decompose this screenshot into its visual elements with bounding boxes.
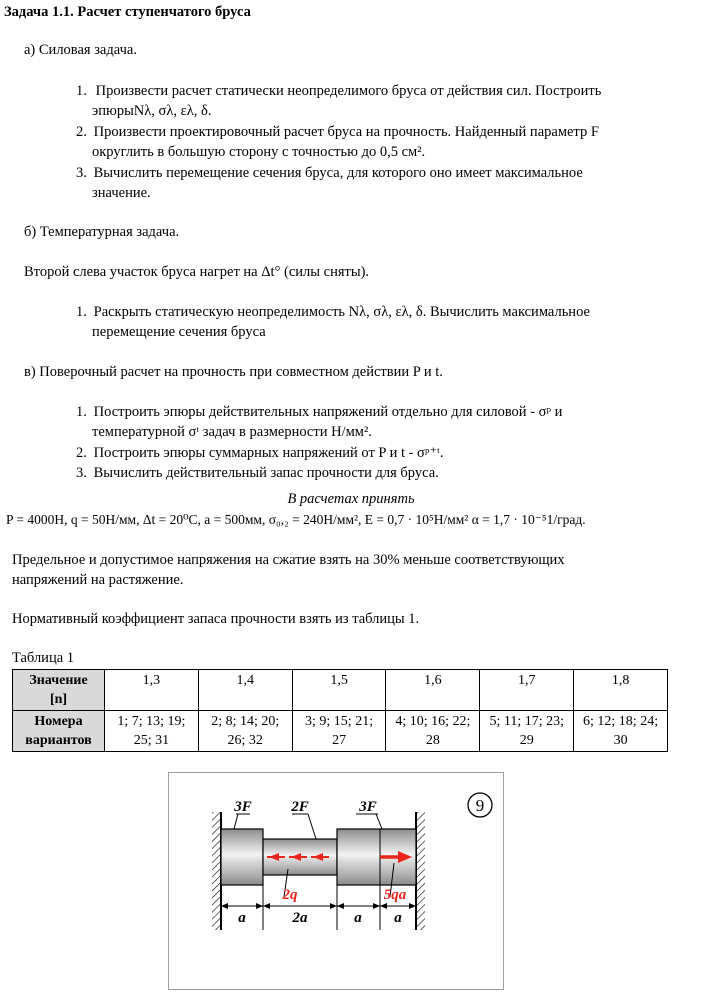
dimension-label-2a: 2a [292, 910, 308, 926]
table-caption: Таблица 1 [12, 650, 75, 666]
section-c-heading: в) Поверочный расчет на прочность при совместном действии P и t. [24, 364, 443, 380]
params-heading: В расчетах принять [287, 491, 415, 507]
svg-text:9: 9 [475, 796, 485, 815]
table-cell: 1,6 [386, 670, 480, 711]
section-a-item-2-line2: округлить в большую сторону с точностью до 0,5 см². [92, 144, 426, 160]
section-c-item-3: 3. Вычислить действительный запас прочности для бруса. [76, 465, 439, 481]
page-title: Задача 1.1. Расчет ступенчатого бруса [4, 4, 251, 20]
table-row [13, 670, 668, 711]
svg-text:2q: 2q [282, 887, 298, 903]
dimension-label-a1: a [238, 910, 246, 926]
dimension-label-a3: a [394, 910, 402, 926]
table-row [13, 711, 668, 752]
stepped-bar-figure [168, 772, 504, 990]
note-compression-line1: Предельное и допустимое напряжения на сжатие взять на 30% меньше соответствующих [12, 552, 565, 568]
table-header-value: Значение [n] [13, 670, 105, 711]
table-cell: 2; 8; 14; 20; 26; 32 [198, 711, 292, 752]
svg-text:3F: 3F [359, 799, 377, 815]
section-a-item-1-line2: эпюрыNλ, σλ, ελ, δ. [92, 103, 212, 119]
table-cell: 1,8 [574, 670, 668, 711]
bar-segment-1 [221, 829, 263, 885]
params-line: P = 4000Н, q = 50Н/мм, Δt = 20⁰C, a = 500мм, σ₀,₂ = 240Н/мм², E = 0,7 · 10⁵Н/мм² α = 1,7 · 10⁻⁵1/град. [6, 512, 586, 527]
section-b-item-1: 1. Раскрыть статическую неопределимость Nλ, σλ, ελ, δ. Вычислить максимальное [76, 304, 590, 320]
section-b-intro: Второй слева участок бруса нагрет на Δt° (силы сняты). [24, 264, 370, 280]
svg-text:2F: 2F [291, 799, 309, 815]
note-safety-factor: Нормативный коэффициент запаса прочности взять из таблицы 1. [12, 611, 420, 627]
svg-text:5qa: 5qa [383, 887, 407, 903]
table-cell: 1,7 [480, 670, 574, 711]
section-a-item-2: 2. Произвести проектировочный расчет бруса на прочность. Найденный параметр F [76, 124, 599, 140]
section-a-heading: а) Силовая задача. [24, 42, 137, 58]
table-cell: 1,3 [105, 670, 199, 711]
section-c-item-1: 1. Построить эпюры действительных напряжений отдельно для силовой - σᵖ и [76, 404, 563, 420]
section-a-item-3: 3. Вычислить перемещение сечения бруса, для которого оно имеет максимальное [76, 165, 583, 181]
section-a-item-3-line2: значение. [92, 185, 151, 201]
table-cell: 6; 12; 18; 24; 30 [574, 711, 668, 752]
table-cell: 4; 10; 16; 22; 28 [386, 711, 480, 752]
table-cell: 3; 9; 15; 21; 27 [292, 711, 386, 752]
table-cell: 5; 11; 17; 23; 29 [480, 711, 574, 752]
left-wall-support [212, 812, 221, 930]
section-b-item-1-line2: перемещение сечения бруса [92, 324, 266, 340]
note-compression-line2: напряжений на растяжение. [12, 572, 184, 588]
table-header-variants: Номера вариантов [13, 711, 105, 752]
section-b-heading: б) Температурная задача. [24, 224, 180, 240]
table-cell: 1; 7; 13; 19; 25; 31 [105, 711, 199, 752]
section-a-item-1: 1. Произвести расчет статически неопределимого бруса от действия сил. Построить [76, 83, 602, 99]
right-wall-support [416, 812, 425, 930]
variant-number-badge [468, 793, 492, 817]
section-c-item-1-line2: температурной σᵗ задач в размерности Н/мм². [92, 424, 372, 440]
safety-factor-table [12, 669, 668, 752]
dimension-label-a2: a [354, 910, 362, 926]
svg-text:3F: 3F [234, 799, 252, 815]
table-cell: 1,5 [292, 670, 386, 711]
table-cell: 1,4 [198, 670, 292, 711]
section-c-item-2: 2. Построить эпюры суммарных напряжений от P и t - σᵖ⁺ᵗ. [76, 445, 444, 461]
